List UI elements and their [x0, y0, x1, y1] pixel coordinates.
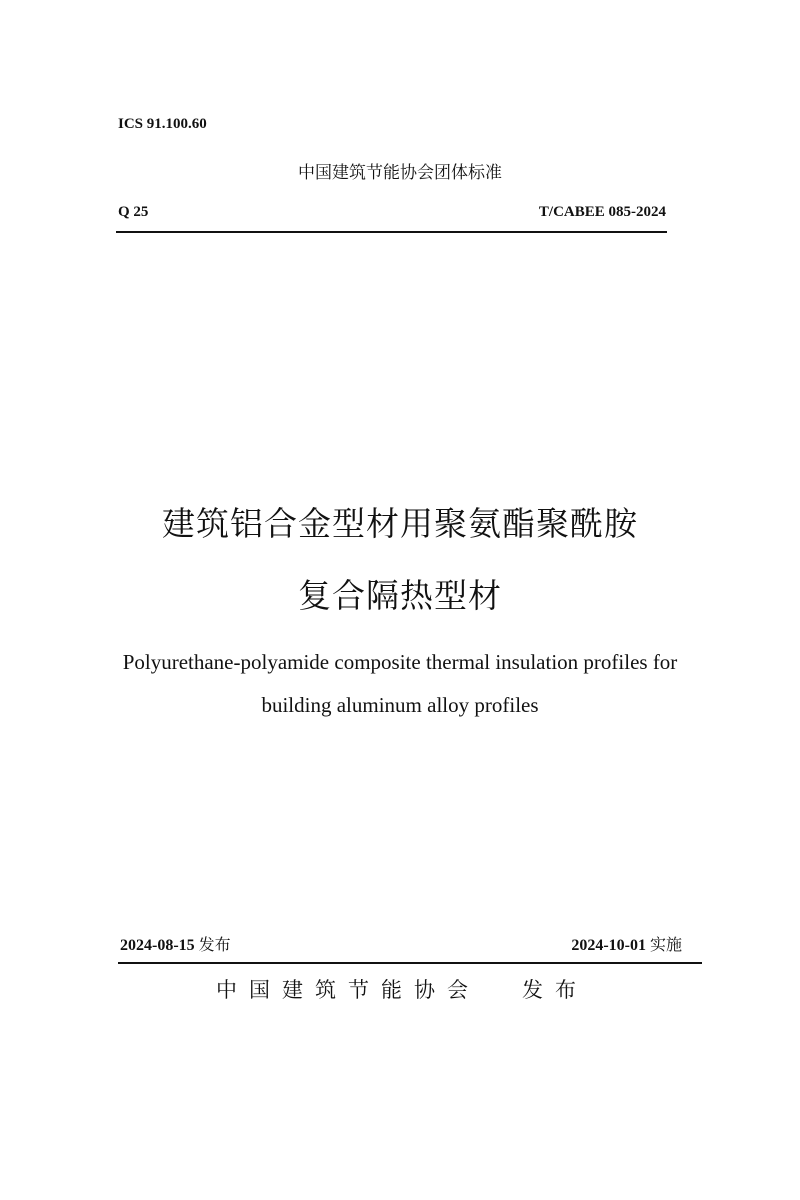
publisher-name: 中国建筑节能协会: [216, 978, 480, 1002]
classification-code: Q 25: [118, 204, 149, 220]
ics-code: ICS 91.100.60: [118, 116, 207, 132]
top-divider: [116, 231, 667, 233]
title-english-line-2: building aluminum alloy profiles: [261, 693, 539, 717]
title-chinese-line-1: 建筑铝合金型材用聚氨酯聚酰胺: [162, 504, 638, 543]
title-english-line-1: Polyurethane-polyamide composite thermal insulation profiles for: [122, 650, 678, 674]
publish-label: 发布: [522, 978, 588, 1002]
implementation-date: [571, 932, 682, 955]
issue-date-value: 2024-08-15: [120, 937, 195, 954]
title-chinese-line-2: 复合隔热型材: [298, 576, 502, 615]
organization-standard-label: 中国建筑节能协会团体标准: [298, 163, 502, 183]
bottom-divider: [118, 962, 702, 964]
standard-number: T/CABEE 085-2024: [538, 204, 666, 220]
implementation-date-value: 2024-10-01: [571, 937, 646, 954]
issue-label: 发布: [198, 935, 231, 954]
issue-date: [120, 932, 231, 955]
implementation-label: 实施: [649, 935, 682, 954]
